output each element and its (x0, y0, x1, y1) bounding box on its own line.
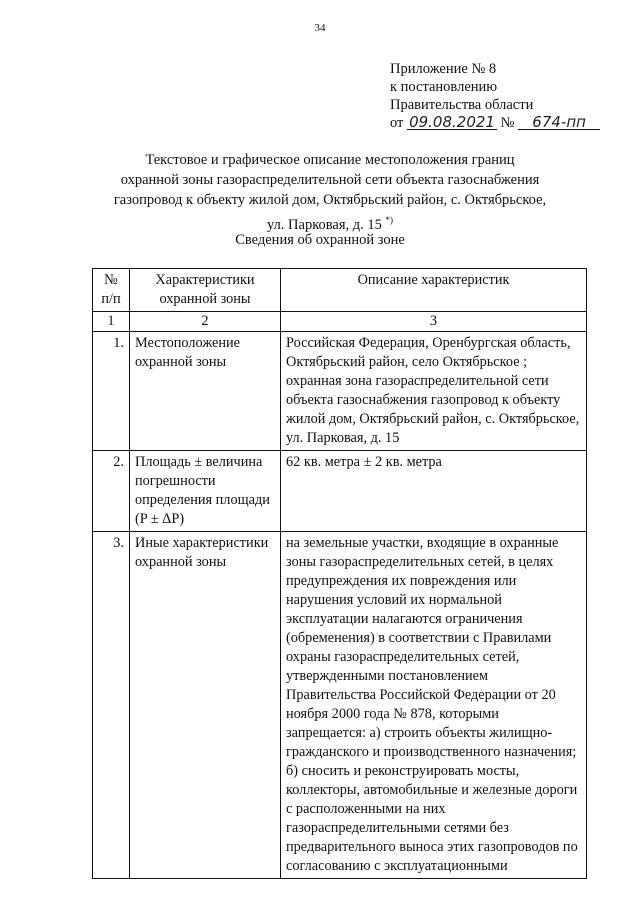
appendix-line-1: Приложение № 8 (390, 61, 497, 77)
title-line-4-text: ул. Парковая, д. 15 (266, 216, 382, 233)
header-num: № п/п (93, 269, 130, 312)
index-cell-3: 3 (281, 312, 587, 332)
table-row (93, 332, 587, 451)
row-num: 1. (93, 332, 130, 451)
from-prefix: от (390, 115, 404, 131)
appendix-line-2: к постановлению (390, 79, 498, 95)
row-num: 3. (93, 532, 130, 879)
title-line-3: газопровод к объекту жилой дом, Октябрьский район, с. Октябрьское, (113, 192, 547, 208)
document-title (60, 150, 600, 235)
index-cell-2: 2 (130, 312, 281, 332)
table-index-row (93, 312, 587, 332)
row-description: на земельные участки, входящие в охранные зоны газораспределительных сетей, в целях предупреждения их повреждения или нарушения условий их нормальной эксплуатации налагаются ограничения (обременения) в соответствии с Правилами охраны газораспределительных сетей, утвержденными постановлением Правительства Российской Федерации от 20 ноября 2000 года № 878, которыми запрещается: а) строить объекты жилищно-гражданского и производственного назначения; б) сносить и реконструировать мосты, коллекторы, автомобильные и железные дороги с расположенными на них газораспределительными сетями без предварительного выноса этих газопроводов по согласованию с эксплуатационными (281, 532, 587, 879)
row-characteristic: Площадь ± величина погрешности определения площади (P ± ΔP) (130, 451, 281, 532)
page-number: 34 (314, 22, 326, 34)
handwritten-date: 09.08.2021 (407, 115, 497, 130)
footnote-mark: *) (385, 215, 394, 225)
title-line-1: Текстовое и графическое описание местоположения границ (145, 152, 515, 168)
title-line-2: охранной зоны газораспределительной сети объекта газоснабжения (120, 172, 540, 188)
appendix-block (390, 60, 600, 132)
table-row (93, 451, 587, 532)
number-sign: № (500, 115, 515, 131)
zone-info-table (92, 268, 587, 879)
row-characteristic: Иные характеристики охранной зоны (130, 532, 281, 879)
table-header-row (93, 269, 587, 312)
row-description: Российская Федерация, Оренбургская область, Октябрьский район, село Октябрьское ; охранная зона газораспределительной сети объекта газоснабжения газопровод к объекту жилой дом, Октябрьский район, с. Октябрьское, ул. Парковая, д. 15 (281, 332, 587, 451)
section-title: Сведения об охранной зоне (235, 232, 405, 248)
header-description: Описание характеристик (281, 269, 587, 312)
appendix-line-4 (390, 114, 600, 132)
appendix-line-3: Правительства области (390, 97, 534, 113)
row-characteristic: Местоположение охранной зоны (130, 332, 281, 451)
table-row (93, 532, 587, 879)
row-description: 62 кв. метра ± 2 кв. метра (281, 451, 587, 532)
header-characteristic: Характеристики охранной зоны (130, 269, 281, 312)
index-cell-1: 1 (93, 312, 130, 332)
row-num: 2. (93, 451, 130, 532)
handwritten-number: 674-пп (518, 115, 600, 130)
